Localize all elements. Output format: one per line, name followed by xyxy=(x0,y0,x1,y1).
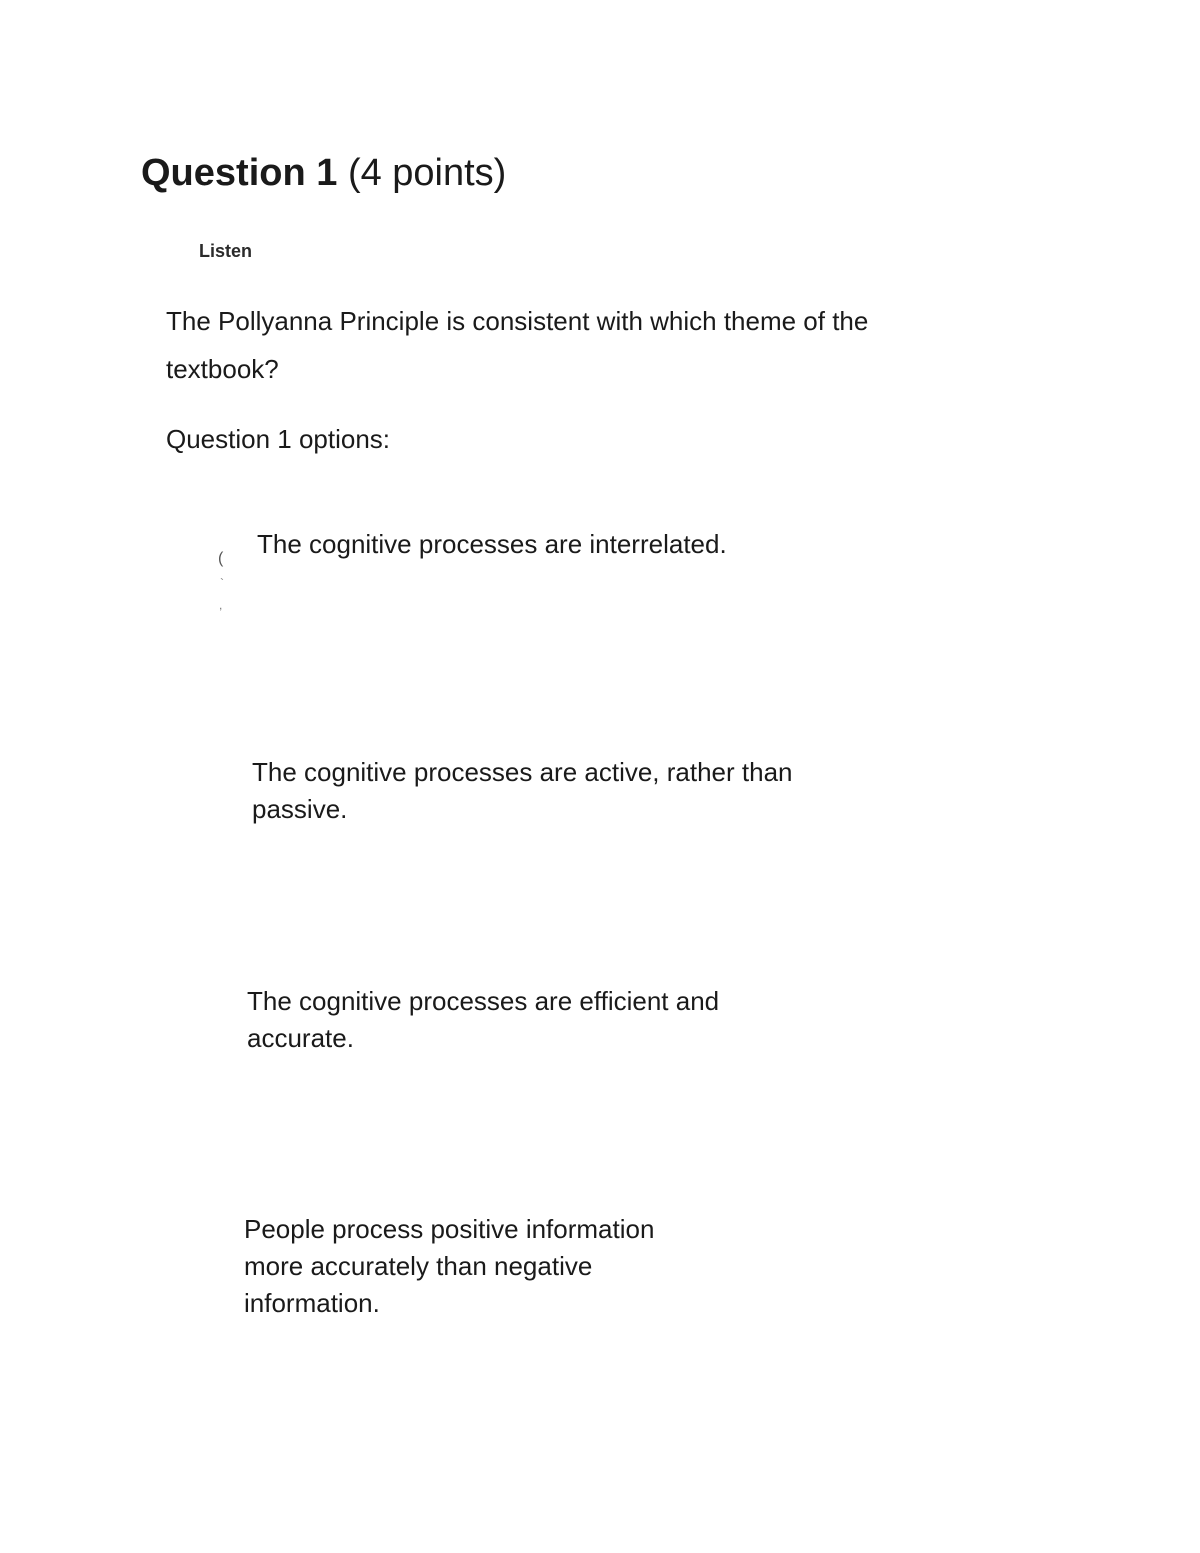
listen-button[interactable]: Listen xyxy=(199,241,253,261)
option-b[interactable]: The cognitive processes are active, rather than passive. xyxy=(252,757,793,824)
svg-text:,: , xyxy=(219,598,223,612)
question-points: (4 points) xyxy=(347,152,507,194)
svg-text:(: ( xyxy=(218,550,224,567)
option-a[interactable]: The cognitive processes are interrelated. xyxy=(257,529,727,559)
radio-button-icon[interactable] xyxy=(216,545,228,622)
question-title xyxy=(141,150,506,196)
option-c[interactable]: The cognitive processes are efficient and accurate. xyxy=(247,986,720,1053)
option-d[interactable]: People process positive information more accurately than negative information. xyxy=(244,1214,655,1318)
svg-text:`: ` xyxy=(220,576,224,590)
options-heading: Question 1 options: xyxy=(166,424,391,454)
question-prompt: The Pollyanna Principle is consistent with which theme of the textbook? xyxy=(166,306,869,384)
question-number: Question 1 xyxy=(141,152,338,194)
